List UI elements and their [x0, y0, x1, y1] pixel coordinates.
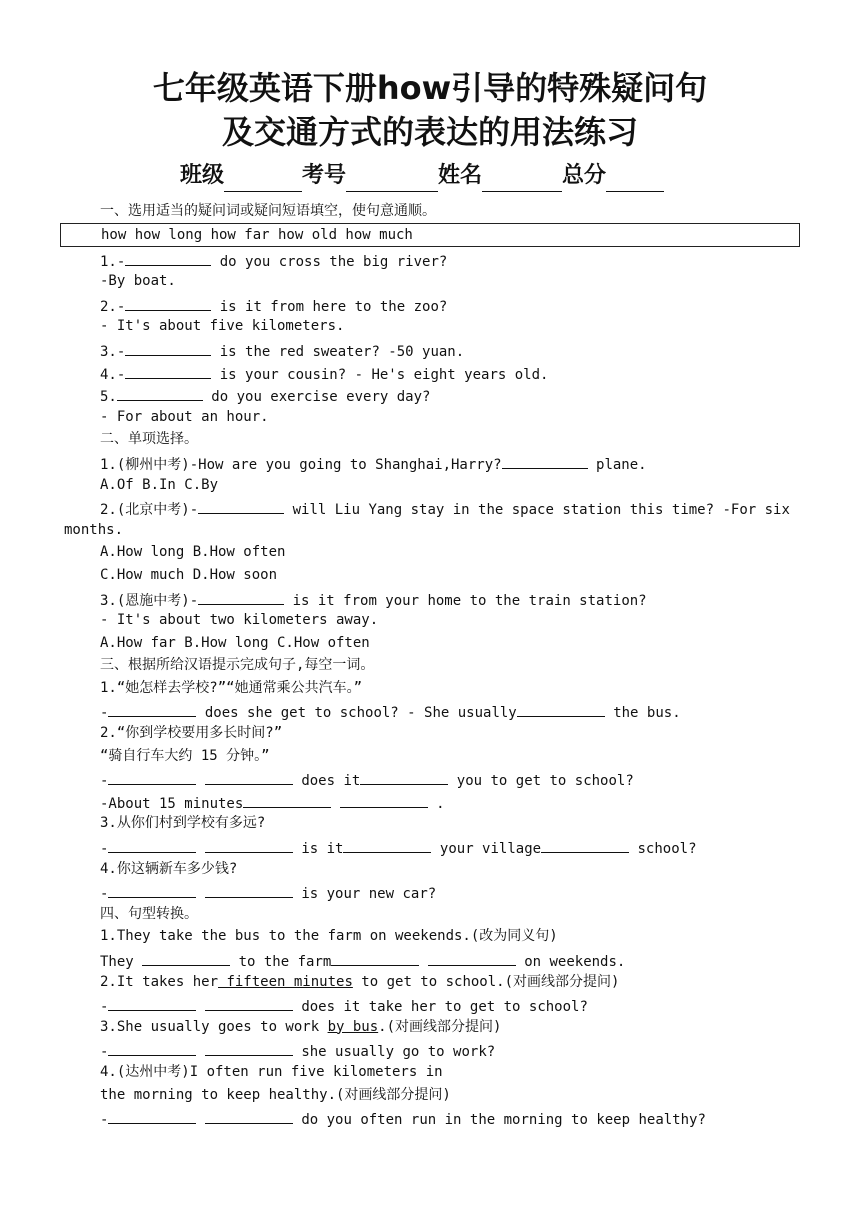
p1-question-5: 5. do you exercise every day? [100, 383, 810, 406]
student-info-row [180, 160, 664, 192]
score-blank[interactable] [606, 167, 664, 192]
p1-question-2: 2.- is it from here to the zoo? [100, 293, 810, 316]
answer-blank[interactable] [343, 835, 431, 853]
answer-blank[interactable] [108, 1038, 196, 1056]
answer-blank[interactable] [117, 383, 203, 401]
p1-question-3: 3.- is the red sweater? -50 yuan. [100, 338, 810, 361]
answer-blank[interactable] [198, 587, 284, 605]
p4-question-1: 1.They take the bus to the farm on weekends.(改为同义句) [100, 928, 558, 945]
p3-prompt-2b: “骑自行车大约 15 分钟。” [100, 747, 270, 764]
answer-blank[interactable] [502, 451, 588, 469]
part1-heading: 一、选用适当的疑问词或疑问短语填空，使句意通顺。 [100, 203, 436, 219]
answer-blank[interactable] [205, 880, 293, 898]
answer-blank[interactable] [205, 993, 293, 1011]
underlined-phrase: by bus [327, 1018, 379, 1035]
answer-blank[interactable] [205, 1106, 293, 1124]
p3-sentence-1: - does she get to school? - She usually the bus. [100, 699, 810, 722]
number-blank[interactable] [346, 167, 438, 192]
word-bank-box [60, 223, 800, 247]
answer-blank[interactable] [108, 767, 196, 785]
p3-prompt-1: 1.“她怎样去学校?”“她通常乘公共汽车。” [100, 679, 363, 696]
name-blank[interactable] [482, 167, 562, 192]
p3-prompt-2a: 2.“你到学校要用多长时间?” [100, 725, 283, 742]
answer-blank[interactable] [331, 948, 419, 966]
p2-question-3: 3.(恩施中考)- is it from your home to the train station? [100, 587, 810, 610]
answer-blank[interactable] [205, 835, 293, 853]
p3-sentence-2b: -About 15 minutes . [100, 790, 810, 813]
part4-heading: 四、句型转换。 [100, 905, 198, 922]
p1-question-1: 1.- do you cross the big river? [100, 248, 810, 271]
p1-answer-2: - It's about five kilometers. [100, 318, 345, 335]
answer-blank[interactable] [243, 790, 331, 808]
answer-blank[interactable] [340, 790, 428, 808]
p4-question-3: 3.She usually goes to work by bus.(对画线部分提问) [100, 1018, 502, 1035]
p4-question-2: 2.It takes her fifteen minutes to get to school.(对画线部分提问) [100, 973, 620, 990]
name-label: 姓名 [438, 163, 483, 188]
number-label: 考号 [302, 163, 347, 188]
answer-blank[interactable] [108, 835, 196, 853]
p4-question-4b: the morning to keep healthy.(对画线部分提问) [100, 1086, 451, 1103]
word-bank: how how long how far how old how much [101, 226, 413, 243]
p1-answer-1: -By boat. [100, 273, 176, 290]
p2-options-2b: C.How much D.How soon [100, 566, 278, 583]
answer-blank[interactable] [205, 1038, 293, 1056]
p1-answer-5: - For about an hour. [100, 408, 269, 425]
p4-answer-3: - she usually go to work? [100, 1038, 810, 1061]
p4-answer-2: - does it take her to get to school? [100, 993, 810, 1016]
answer-blank[interactable] [142, 948, 230, 966]
p2-answer-3: - It's about two kilometers away. [100, 612, 379, 629]
answer-blank[interactable] [517, 699, 605, 717]
answer-blank[interactable] [108, 880, 196, 898]
answer-blank[interactable] [108, 993, 196, 1011]
p3-prompt-4: 4.你这辆新车多少钱? [100, 860, 238, 877]
p2-options-1: A.Of B.In C.By [100, 476, 219, 493]
p4-answer-4: - do you often run in the morning to keep healthy? [100, 1106, 810, 1129]
answer-blank[interactable] [205, 767, 293, 785]
p3-sentence-3: - is it your village school? [100, 835, 810, 858]
answer-blank[interactable] [108, 1106, 196, 1124]
answer-blank[interactable] [428, 948, 516, 966]
class-label: 班级 [180, 163, 225, 188]
p4-question-4a: 4.(达州中考)I often run five kilometers in [100, 1063, 443, 1080]
answer-blank[interactable] [541, 835, 629, 853]
p3-prompt-3: 3.从你们村到学校有多远? [100, 815, 266, 832]
part3-heading: 三、根据所给汉语提示完成句子,每空一词。 [100, 657, 375, 674]
p1-question-4: 4.- is your cousin? - He's eight years old. [100, 361, 810, 384]
p2-question-2: 2.(北京中考)- will Liu Yang stay in the space station this time? -For six [100, 496, 810, 519]
answer-blank[interactable] [108, 699, 196, 717]
worksheet-title-line1: 七年级英语下册how引导的特殊疑问句 [152, 69, 708, 107]
p2-question-2-wrap: months. [64, 521, 124, 538]
score-label: 总分 [562, 163, 607, 188]
answer-blank[interactable] [360, 767, 448, 785]
answer-blank[interactable] [125, 338, 211, 356]
p2-options-2a: A.How long B.How often [100, 544, 286, 561]
underlined-phrase: fifteen minutes [218, 973, 353, 990]
class-blank[interactable] [224, 167, 302, 192]
answer-blank[interactable] [125, 361, 211, 379]
p2-options-3: A.How far B.How long C.How often [100, 634, 370, 651]
answer-blank[interactable] [198, 496, 284, 514]
p2-question-1: 1.(柳州中考)-How are you going to Shanghai,Harry? plane. [100, 451, 810, 474]
p3-sentence-4: - is your new car? [100, 880, 810, 903]
p3-sentence-2: - does it you to get to school? [100, 767, 810, 790]
answer-blank[interactable] [125, 248, 211, 266]
worksheet-body [64, 200, 810, 1129]
part2-heading: 二、单项选择。 [100, 431, 198, 448]
worksheet-title-line2: 及交通方式的表达的用法练习 [221, 113, 638, 151]
p4-answer-1: They to the farm on weekends. [100, 948, 810, 971]
answer-blank[interactable] [125, 293, 211, 311]
